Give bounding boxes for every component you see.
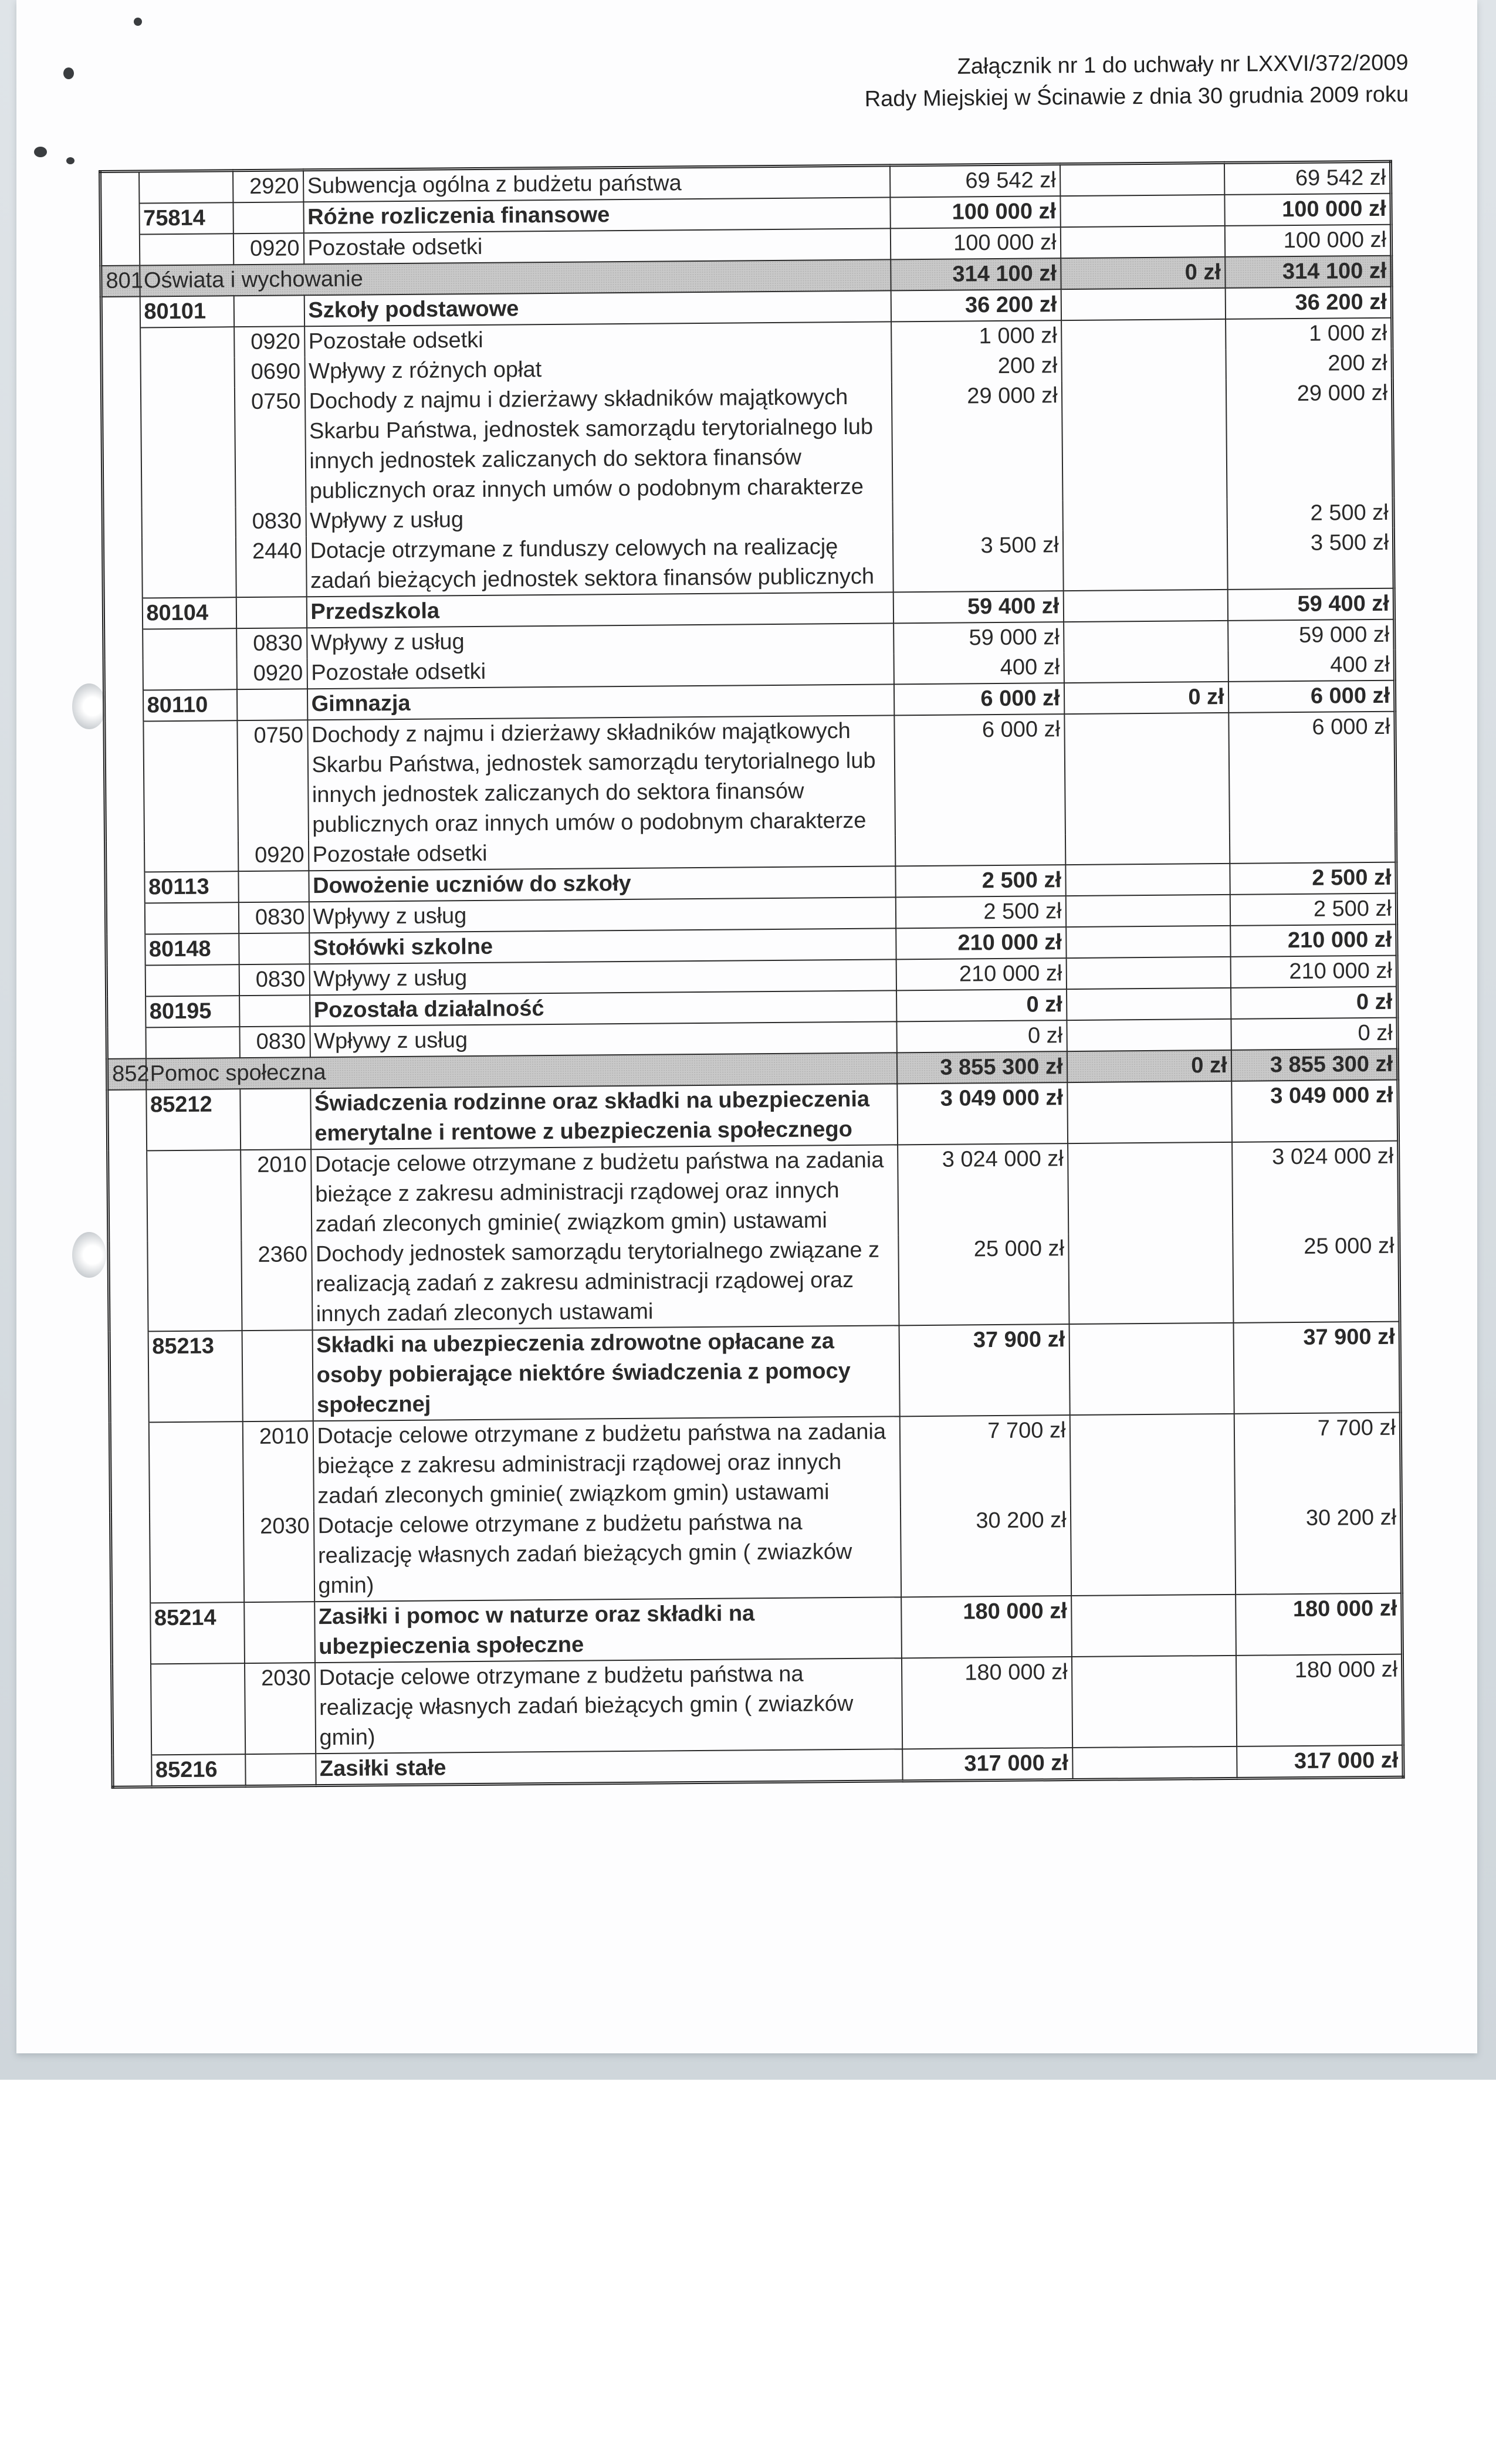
total-value: 29 000 zł xyxy=(1226,378,1393,499)
dzial-cell xyxy=(101,296,140,328)
total-value: 210 000 zł xyxy=(1230,925,1397,957)
chapter-cell xyxy=(139,233,233,265)
chapter-name: Różne rozliczenia finansowe xyxy=(303,197,890,233)
plan-value: 1 000 zł xyxy=(891,320,1061,352)
change-value: 0 zł xyxy=(1064,682,1228,714)
dzial-cell xyxy=(101,327,140,358)
change-value xyxy=(1061,350,1226,381)
paragraph-code: 2920 xyxy=(233,170,303,202)
paragraph-cell xyxy=(245,1754,316,1786)
plan-value xyxy=(895,834,1065,866)
chapter-cell xyxy=(143,659,236,690)
plan-value: 3 049 000 zł xyxy=(897,1082,1068,1145)
total-value: 180 000 zł xyxy=(1236,1593,1403,1656)
plan-value: 0 zł xyxy=(896,1020,1067,1052)
plan-value: 3 024 000 zł xyxy=(898,1143,1068,1235)
change-value: 0 zł xyxy=(1067,1050,1231,1082)
plan-value: 3 855 300 zł xyxy=(896,1051,1067,1084)
dzial-cell xyxy=(106,934,145,966)
change-value xyxy=(1062,499,1227,530)
chapter-name: Zasiłki i pomoc w naturze oraz składki na ubezpieczenia społeczne xyxy=(314,1597,902,1663)
change-value xyxy=(1071,1656,1236,1748)
change-value xyxy=(1066,926,1230,958)
paragraph-name: Dochody z najmu i dzierżawy składników majątkowych Skarbu Państwa, jednostek samorządu terytorialnego lub innych jednostek zaliczanych do sektora finansów publicznych oraz innych umów o podobnym charakterze xyxy=(304,382,892,506)
chapter-row xyxy=(109,1322,1400,1423)
dzial-cell xyxy=(101,358,140,388)
change-value xyxy=(1072,1747,1237,1780)
paragraph-code: 2440 xyxy=(235,536,306,597)
total-value: 3 500 zł xyxy=(1227,528,1394,590)
chapter-cell xyxy=(145,1027,239,1058)
total-value: 6 000 zł xyxy=(1228,681,1395,713)
paragraph-name: Wpływy z różnych opłat xyxy=(304,352,891,387)
paragraph-name: Wpływy z usług xyxy=(307,623,893,658)
plan-value: 100 000 zł xyxy=(890,227,1060,259)
total-value: 36 200 zł xyxy=(1225,287,1392,319)
chapter-cell xyxy=(141,537,236,598)
total-value: 100 000 zł xyxy=(1224,194,1391,226)
paragraph-name: Dotacje otrzymane z funduszy celowych na realizację zadań bieżących jednostek sektora finansów publicznych xyxy=(306,532,893,597)
paragraph-name: Wpływy z usług xyxy=(310,1021,896,1057)
dzial-cell xyxy=(113,1755,151,1787)
plan-value: 59 400 zł xyxy=(893,591,1063,623)
change-value xyxy=(1064,621,1228,652)
total-value: 400 zł xyxy=(1228,650,1395,682)
plan-value: 59 000 zł xyxy=(893,622,1064,654)
plan-value: 30 200 zł xyxy=(900,1505,1071,1597)
chapter-cell xyxy=(140,327,234,358)
chapter-name: Stołówki szkolne xyxy=(309,928,896,964)
chapter-cell xyxy=(144,902,238,934)
dzial-cell xyxy=(106,965,145,997)
paragraph-code: 2010 xyxy=(242,1421,313,1512)
paragraph-row xyxy=(103,528,1394,598)
change-value xyxy=(1061,319,1226,351)
paragraph-name: Dotacje celowe otrzymane z budżetu państwa na zadania bieżące z zakresu administracji rządowej oraz innych zadań zleconych gminie( związkom gmin) ustawami xyxy=(311,1145,898,1240)
change-value xyxy=(1069,1414,1234,1505)
paragraph-name: Wpływy z usług xyxy=(309,897,895,933)
plan-value: 2 500 zł xyxy=(895,896,1065,928)
dzial-cell xyxy=(103,537,142,598)
change-value xyxy=(1061,288,1225,320)
change-value xyxy=(1067,1019,1231,1051)
plan-value: 210 000 zł xyxy=(896,927,1066,959)
dzial-cell xyxy=(107,996,145,1028)
paragraph-name: Subwencja ogólna z budżetu państwa xyxy=(303,165,890,202)
paragraph-code: 0830 xyxy=(239,1026,310,1058)
paragraph-cell xyxy=(233,295,304,327)
chapter-code: 80148 xyxy=(145,933,239,965)
chapter-code: 80113 xyxy=(144,871,238,903)
scan-speck xyxy=(134,18,142,26)
plan-value: 7 700 zł xyxy=(899,1415,1070,1507)
dzial-cell xyxy=(104,629,143,660)
paragraph-cell xyxy=(239,995,310,1027)
dzial-cell xyxy=(109,1241,148,1332)
paragraph-name: Dotacje celowe otrzymane z budżetu państwa na zadania bieżące z zakresu administracji rządowej oraz innych zadań zleconych gminie( związkom gmin) ustawami xyxy=(313,1416,900,1511)
paragraph-name: Dochody z najmu i dzierżawy składników majątkowych Skarbu Państwa, jednostek samorządu terytorialnego lub innych jednostek zaliczanych do sektora finansów publicznych oraz innych umów o podobnym charakterze xyxy=(307,715,895,840)
paragraph-row xyxy=(110,1503,1402,1603)
dzial-cell xyxy=(109,1331,148,1423)
change-value xyxy=(1070,1504,1235,1596)
paragraph-code: 0920 xyxy=(234,326,304,357)
chapter-row xyxy=(107,1080,1399,1151)
punch-hole xyxy=(72,1232,106,1278)
plan-value: 25 000 zł xyxy=(898,1234,1069,1325)
change-value xyxy=(1063,590,1227,622)
chapter-cell xyxy=(143,628,236,659)
chapter-row xyxy=(111,1593,1403,1664)
plan-value: 37 900 zł xyxy=(899,1324,1069,1416)
total-value: 180 000 zł xyxy=(1236,1654,1403,1747)
chapter-code: 85214 xyxy=(150,1602,245,1664)
change-value xyxy=(1069,1323,1234,1415)
chapter-code: 80195 xyxy=(145,996,239,1027)
total-value: 6 000 zł xyxy=(1228,712,1396,833)
change-value xyxy=(1067,988,1231,1020)
paragraph-row xyxy=(110,1413,1401,1513)
chapter-name: Składki na ubezpieczenia zdrowotne opłacane za osoby pobierające niektóre świadczenia z pomocy społecznej xyxy=(312,1325,899,1421)
paragraph-cell xyxy=(244,1602,315,1663)
chapter-name: Szkoły podstawowe xyxy=(304,290,891,326)
paragraph-name: Wpływy z usług xyxy=(309,959,896,995)
plan-value: 317 000 zł xyxy=(902,1748,1072,1781)
plan-value: 180 000 zł xyxy=(901,1657,1072,1749)
chapter-name: Zasiłki stałe xyxy=(316,1749,902,1785)
dzial-cell xyxy=(103,507,141,538)
paragraph-name: Pozostałe odsetki xyxy=(307,654,893,689)
total-value: 100 000 zł xyxy=(1224,225,1391,257)
change-value xyxy=(1068,1142,1233,1234)
dzial-code: 801 xyxy=(101,265,140,297)
paragraph-code: 2030 xyxy=(243,1511,314,1602)
dzial-cell xyxy=(110,1422,149,1513)
paragraph-name: Dotacje celowe otrzymane z budżetu państwa na realizację własnych zadań bieżących gmin ( zwiazków gmin) xyxy=(314,1658,902,1754)
dzial-cell xyxy=(110,1512,150,1603)
change-value xyxy=(1060,226,1224,258)
paragraph-name: Pozostałe odsetki xyxy=(303,228,890,264)
chapter-cell xyxy=(151,1663,245,1755)
paragraph-cell xyxy=(236,689,307,720)
total-value: 3 024 000 zł xyxy=(1232,1141,1399,1233)
paragraph-row xyxy=(104,712,1396,842)
total-value: 2 500 zł xyxy=(1230,862,1396,895)
dzial-cell xyxy=(106,903,144,935)
paragraph-code: 2010 xyxy=(241,1149,312,1240)
plan-value xyxy=(892,500,1062,532)
change-value xyxy=(1065,895,1230,927)
chapter-code: 85213 xyxy=(148,1331,242,1422)
punch-hole xyxy=(72,683,106,729)
dzial-cell xyxy=(101,388,141,508)
change-value: 0 zł xyxy=(1061,257,1225,289)
plan-value: 36 200 zł xyxy=(891,289,1061,321)
chapter-name: Dowożenie uczniów do szkoły xyxy=(309,866,895,902)
total-value: 37 900 zł xyxy=(1233,1322,1400,1414)
total-value: 2 500 zł xyxy=(1230,893,1396,926)
total-value: 1 000 zł xyxy=(1226,318,1392,350)
plan-value: 69 542 zł xyxy=(889,164,1060,198)
plan-value: 6 000 zł xyxy=(893,683,1064,715)
change-value xyxy=(1066,957,1230,989)
chapter-name: Przedszkola xyxy=(306,592,893,628)
paragraph-row xyxy=(101,378,1393,508)
plan-value: 29 000 zł xyxy=(891,381,1062,502)
paragraph-code: 0830 xyxy=(238,902,309,933)
paragraph-code: 0920 xyxy=(236,658,307,689)
change-value xyxy=(1061,380,1227,500)
chapter-code: 80104 xyxy=(142,597,236,629)
paragraph-code: 0830 xyxy=(236,628,307,659)
paragraph-code: 0920 xyxy=(233,233,303,265)
dzial-cell xyxy=(107,1089,147,1151)
dzial-cell xyxy=(105,841,144,872)
budget-table-wrapper xyxy=(99,160,1402,1789)
total-value: 210 000 zł xyxy=(1230,956,1397,988)
plan-value: 2 500 zł xyxy=(895,865,1065,897)
dzial-cell xyxy=(112,1664,151,1755)
plan-value: 0 zł xyxy=(896,989,1067,1021)
total-value: 317 000 zł xyxy=(1237,1745,1403,1779)
chapter-code: 80110 xyxy=(143,689,236,721)
paragraph-cell xyxy=(239,933,309,964)
chapter-cell xyxy=(144,841,238,872)
chapter-code: 80101 xyxy=(140,296,233,327)
paragraph-name: Pozostałe odsetki xyxy=(308,835,895,871)
chapter-name: Świadczenia rodzinne oraz składki na ubezpieczenia emerytalne i rentowe z ubezpieczenia społecznego xyxy=(310,1084,898,1149)
total-value: 3 049 000 zł xyxy=(1231,1080,1399,1142)
chapter-code: 75814 xyxy=(139,202,233,234)
attachment-title: Załącznik nr 1 do uchwały nr LXXVI/372/2009 xyxy=(957,50,1409,79)
scan-speck xyxy=(66,157,75,164)
total-value: 59 000 zł xyxy=(1228,620,1395,651)
document-header xyxy=(864,47,1409,115)
change-value xyxy=(1060,163,1224,196)
paragraph-cell xyxy=(240,1088,311,1150)
chapter-cell xyxy=(139,171,233,204)
chapter-cell xyxy=(141,507,235,537)
paragraph-name: Dochody jednostek samorządu terytorialnego związane z realizacją zadań z zakresu administracji rządowej oraz innych zadań zleconych ustawami xyxy=(312,1235,899,1330)
dzial-cell xyxy=(103,598,142,629)
paragraph-name: Pozostałe odsetki xyxy=(304,321,891,357)
total-value xyxy=(1229,832,1396,864)
paragraph-code: 2360 xyxy=(241,1240,312,1331)
plan-value: 200 zł xyxy=(891,351,1061,382)
dzial-cell xyxy=(108,1150,147,1241)
paragraph-code: 0750 xyxy=(237,720,309,841)
change-value xyxy=(1068,1233,1233,1324)
chapter-code: 85212 xyxy=(146,1089,241,1150)
paragraph-cell xyxy=(238,871,309,902)
chapter-cell xyxy=(143,720,238,841)
chapter-cell xyxy=(145,964,239,996)
scan-speck xyxy=(34,147,47,157)
chapter-name: Gimnazja xyxy=(307,684,893,720)
change-value xyxy=(1064,651,1228,683)
paragraph-code: 0830 xyxy=(235,506,306,537)
paragraph-code: 2030 xyxy=(244,1663,315,1754)
dzial-cell xyxy=(100,171,139,204)
total-value: 0 zł xyxy=(1231,1018,1397,1050)
dzial-cell xyxy=(111,1603,151,1664)
chapter-code: 85216 xyxy=(151,1754,245,1787)
change-value xyxy=(1062,529,1227,591)
change-value xyxy=(1065,864,1230,896)
dzial-code: 852 xyxy=(107,1058,145,1090)
change-value xyxy=(1065,833,1229,865)
resolution-subtitle: Rady Miejskiej w Ścinawie z dnia 30 grudnia 2009 roku xyxy=(864,82,1409,112)
plan-value: 6 000 zł xyxy=(894,714,1065,835)
paragraph-cell xyxy=(236,597,306,628)
paragraph-cell xyxy=(233,202,303,233)
paragraph-name: Dotacje celowe otrzymane z budżetu państwa na realizację własnych zadań bieżących gmin ( zwiazków gmin) xyxy=(313,1507,901,1602)
chapter-cell xyxy=(149,1512,243,1603)
paragraph-code: 0830 xyxy=(239,964,309,996)
total-value: 7 700 zł xyxy=(1234,1413,1401,1504)
paragraph-row xyxy=(112,1654,1403,1755)
dzial-cell xyxy=(104,721,144,842)
dzial-name: Pomoc społeczna xyxy=(145,1052,896,1089)
change-value xyxy=(1067,1081,1232,1143)
total-value: 69 542 zł xyxy=(1224,161,1390,195)
chapter-cell xyxy=(140,387,235,507)
chapter-cell xyxy=(147,1240,242,1331)
dzial-cell xyxy=(107,1027,145,1059)
plan-value: 314 100 zł xyxy=(891,258,1061,290)
change-value xyxy=(1071,1595,1236,1657)
change-value xyxy=(1060,195,1224,227)
plan-value: 3 500 zł xyxy=(892,530,1063,592)
total-value: 30 200 zł xyxy=(1234,1503,1402,1595)
dzial-name: Oświata i wychowanie xyxy=(140,259,891,296)
total-value: 2 500 zł xyxy=(1227,498,1393,529)
total-value: 0 zł xyxy=(1231,987,1397,1019)
plan-value: 100 000 zł xyxy=(890,196,1060,228)
budget-table-body xyxy=(100,161,1404,1787)
dzial-cell xyxy=(104,659,143,691)
budget-income-table xyxy=(99,160,1405,1789)
chapter-cell xyxy=(148,1421,243,1512)
total-value: 25 000 zł xyxy=(1233,1231,1400,1323)
change-value xyxy=(1064,713,1230,834)
paragraph-name: Wpływy z usług xyxy=(306,502,892,536)
paragraph-cell xyxy=(242,1330,313,1421)
plan-value: 210 000 zł xyxy=(896,958,1066,990)
chapter-cell xyxy=(140,357,234,388)
paragraph-code: 0920 xyxy=(238,840,308,871)
dzial-cell xyxy=(100,234,139,266)
total-value: 314 100 zł xyxy=(1225,256,1392,288)
total-value: 3 855 300 zł xyxy=(1231,1049,1397,1081)
chapter-name: Pozostała działalność xyxy=(310,990,896,1026)
dzial-cell xyxy=(104,690,143,722)
dzial-cell xyxy=(100,203,139,235)
chapter-cell xyxy=(147,1150,241,1241)
dzial-cell xyxy=(106,872,144,903)
plan-value: 180 000 zł xyxy=(901,1596,1072,1658)
scan-speck xyxy=(63,67,74,79)
paragraph-row xyxy=(108,1141,1399,1241)
paragraph-code: 0690 xyxy=(234,357,304,387)
total-value: 59 400 zł xyxy=(1227,588,1394,621)
plan-value: 400 zł xyxy=(893,652,1064,684)
paragraph-code: 0750 xyxy=(234,387,306,507)
total-value: 200 zł xyxy=(1226,348,1392,380)
paragraph-row xyxy=(109,1231,1400,1332)
